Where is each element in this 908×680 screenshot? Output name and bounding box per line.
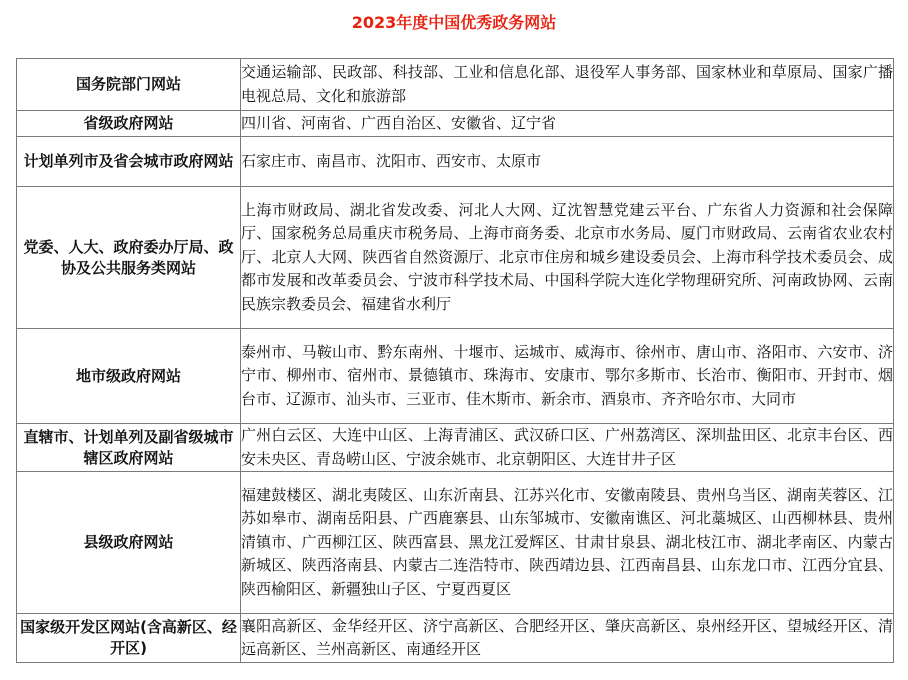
category-cell: 国家级开发区网站(含高新区、经开区) xyxy=(17,614,241,663)
items-cell: 交通运输部、民政部、科技部、工业和信息化部、退役军人事务部、国家林业和草原局、国家广播电视总局、文化和旅游部 xyxy=(241,59,894,111)
category-cell: 直辖市、计划单列及副省级城市辖区政府网站 xyxy=(17,424,241,472)
table-row xyxy=(17,137,894,187)
items-cell: 上海市财政局、湖北省发改委、河北人大网、辽沈智慧党建云平台、广东省人力资源和社会保障厅、国家税务总局重庆市税务局、上海市商务委、北京市水务局、厦门市财政局、云南省农业农村厅、北京人大网、陕西省自然资源厅、北京市住房和城乡建设委员会、上海市科学技术委员会、成都市发展和改革委员会、宁波市科学技术局、中国科学院大连化学物理研究所、河南政协网、云南民族宗教委员会、福建省水利厅 xyxy=(241,187,894,329)
items-cell: 石家庄市、南昌市、沈阳市、西安市、太原市 xyxy=(241,137,894,187)
table-row xyxy=(17,329,894,424)
category-cell: 党委、人大、政府委办厅局、政协及公共服务类网站 xyxy=(17,187,241,329)
category-cell: 地市级政府网站 xyxy=(17,329,241,424)
category-cell: 省级政府网站 xyxy=(17,111,241,137)
table-row xyxy=(17,111,894,137)
items-cell: 福建鼓楼区、湖北夷陵区、山东沂南县、江苏兴化市、安徽南陵县、贵州乌当区、湖南芙蓉区、江苏如皋市、湖南岳阳县、广西鹿寨县、山东邹城市、安徽南谯区、河北藁城区、山西柳林县、贵州清镇市、广西柳江区、陕西富县、黑龙江爱辉区、甘肃甘泉县、湖北枝江市、湖北孝南区、内蒙古新城区、陕西洛南县、内蒙古二连浩特市、陕西靖边县、江西南昌县、山东龙口市、江西分宜县、陕西榆阳区、新疆独山子区、宁夏西夏区 xyxy=(241,472,894,614)
awards-table xyxy=(16,58,894,663)
table-row xyxy=(17,187,894,329)
category-cell: 县级政府网站 xyxy=(17,472,241,614)
items-cell: 泰州市、马鞍山市、黔东南州、十堰市、运城市、威海市、徐州市、唐山市、洛阳市、六安市、济宁市、柳州市、宿州市、景德镇市、珠海市、安康市、鄂尔多斯市、长治市、衡阳市、开封市、烟台市、辽源市、汕头市、三亚市、佳木斯市、新余市、酒泉市、齐齐哈尔市、大同市 xyxy=(241,329,894,424)
items-cell: 襄阳高新区、金华经开区、济宁高新区、合肥经开区、肇庆高新区、泉州经开区、望城经开区、清远高新区、兰州高新区、南通经开区 xyxy=(241,614,894,663)
table-row xyxy=(17,472,894,614)
table-row xyxy=(17,614,894,663)
table-row xyxy=(17,424,894,472)
category-cell: 国务院部门网站 xyxy=(17,59,241,111)
items-cell: 广州白云区、大连中山区、上海青浦区、武汉硚口区、广州荔湾区、深圳盐田区、北京丰台区、西安未央区、青岛崂山区、宁波余姚市、北京朝阳区、大连甘井子区 xyxy=(241,424,894,472)
page-title: 2023年度中国优秀政务网站 xyxy=(351,13,557,32)
category-cell: 计划单列市及省会城市政府网站 xyxy=(17,137,241,187)
items-cell: 四川省、河南省、广西自治区、安徽省、辽宁省 xyxy=(241,111,894,137)
table-row xyxy=(17,59,894,111)
